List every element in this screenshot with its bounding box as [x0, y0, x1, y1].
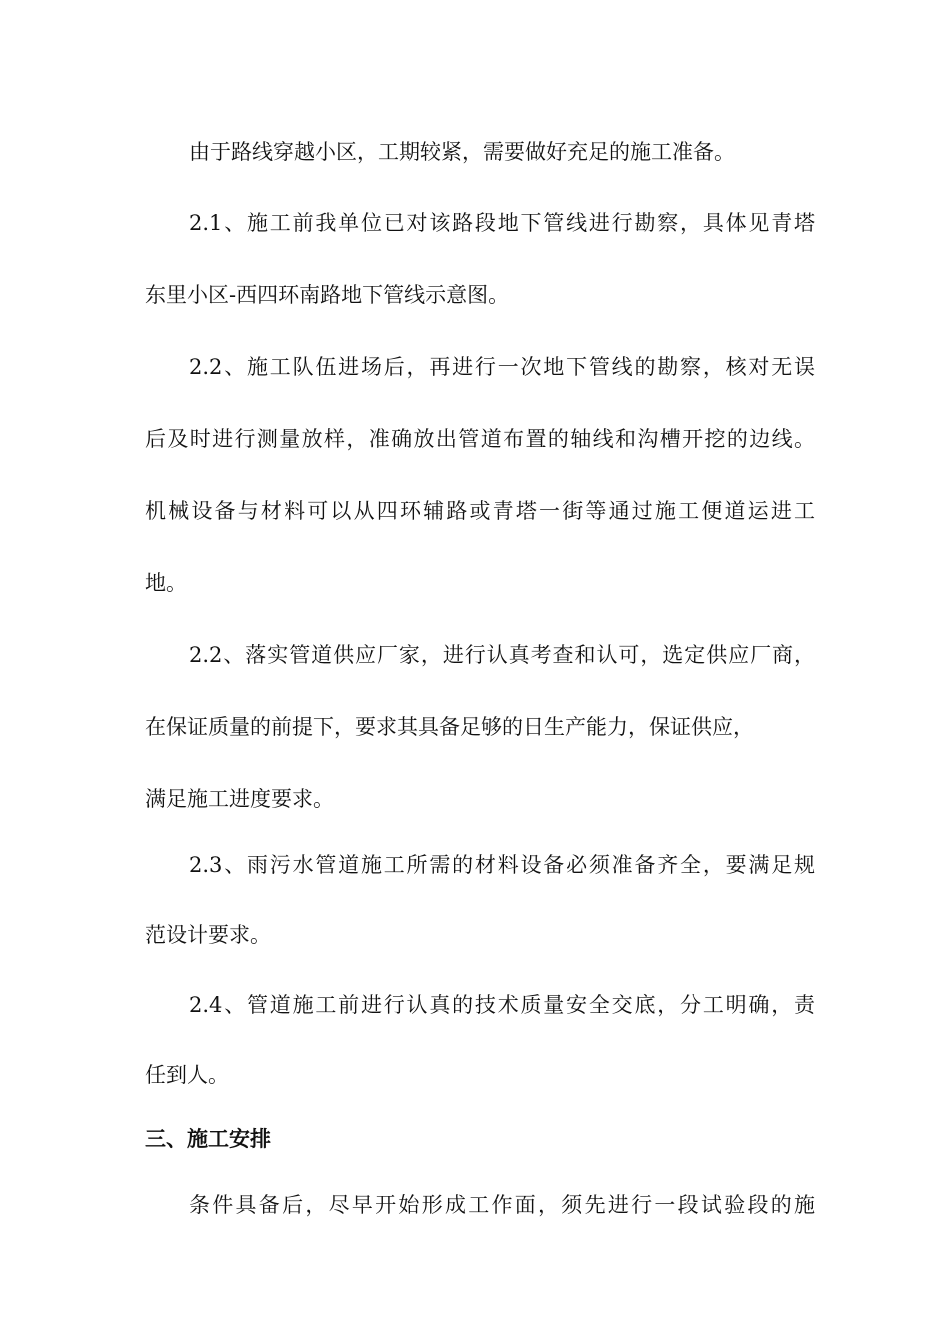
- paragraph-2-3-line-1: 2.3、雨污水管道施工所需的材料设备必须准备齐全，要满足规: [189, 853, 815, 877]
- paragraph-2-4-line-2: 任到人。: [145, 1063, 229, 1087]
- paragraph-2-2b-line-1: 2.2、落实管道供应厂家，进行认真考查和认可，选定供应厂商，: [189, 643, 815, 667]
- paragraph-2-3-line-2: 范设计要求。: [145, 923, 271, 947]
- paragraph-2-2a-line-4: 地。: [145, 571, 187, 595]
- paragraph-2-2b-line-2: 在保证质量的前提下，要求其具备足够的日生产能力，保证供应，: [145, 715, 754, 739]
- paragraph-3-line-1: 条件具备后，尽早开始形成工作面，须先进行一段试验段的施: [189, 1193, 815, 1217]
- paragraph-2-2a-line-2: 后及时进行测量放样，准确放出管道布置的轴线和沟槽开挖的边线。: [145, 427, 815, 451]
- paragraph-2-1-line-1: 2.1、施工前我单位已对该路段地下管线进行勘察，具体见青塔: [189, 211, 815, 235]
- section-heading: 三、施工安排: [145, 1127, 271, 1151]
- paragraph-2-1-line-2: 东里小区-西四环南路地下管线示意图。: [145, 283, 510, 307]
- paragraph-2-2a-line-1: 2.2、施工队伍进场后，再进行一次地下管线的勘察，核对无误: [189, 355, 815, 379]
- paragraph-2-2a-line-3: 机械设备与材料可以从四环辅路或青塔一街等通过施工便道运进工: [145, 499, 815, 523]
- paragraph-2-4-line-1: 2.4、管道施工前进行认真的技术质量安全交底，分工明确，责: [189, 993, 815, 1017]
- paragraph-intro-line-1: 由于路线穿越小区，工期较紧，需要做好充足的施工准备。: [189, 140, 735, 164]
- paragraph-2-2b-line-3: 满足施工进度要求。: [145, 787, 334, 811]
